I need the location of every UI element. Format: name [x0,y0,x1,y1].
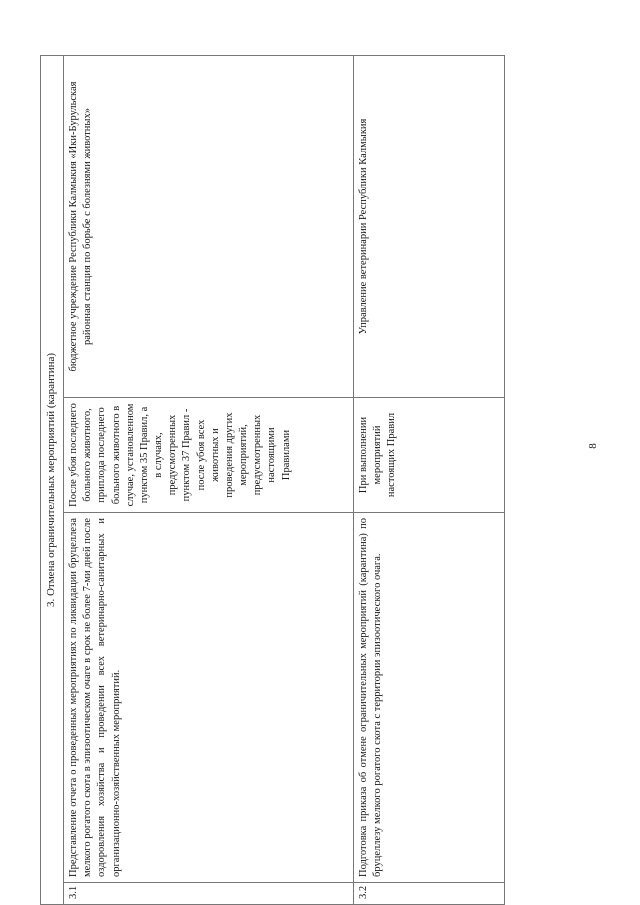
term-cell: При выполнении мероприятий настоящих Правил [354,398,505,513]
section-heading-row [41,56,64,905]
term-cell: После убоя последнего больного животного, приплода последнего больного животного в случае, установленном пунктом 35 Правил, а в случаях, предусмотренных пунктом 37 Правил - после убоя всех животных и проведения других мероприятий, предусмотренных настоящими Правилами [64,398,354,513]
page-number: 8 [586,443,599,449]
table-row [64,56,354,905]
table-row [354,56,505,905]
row-number: 3.1 [64,883,354,905]
responsible-cell: бюджетное учреждение Республики Калмыкия «Ики-Бурульская районная станция по борьбе с болезнями животных» [64,56,354,398]
measures-table [40,55,505,905]
action-cell: Подготовка приказа об отмене ограничительных мероприятий (карантина) по бруцеллезу мелкого рогатого скота с территории эпизоотического очага. [354,513,505,883]
section-heading: 3. Отмена ограничительных мероприятий (карантина) [41,56,64,905]
action-cell: Представление отчета о проведенных мероприятиях по ликвидации бруцеллеза мелкого рогатого скота в эпизоотическом очаге в срок не более 7-ми дней после оздоровления хозяйства и проведении всех ветеринарно-санитарных и организационно-хозяйственных мероприятий. [64,513,354,883]
row-number: 3.2 [354,883,505,905]
rotated-inner [40,55,505,905]
responsible-cell: Управление ветеринарии Республики Калмыкия [354,56,505,398]
rotated-content [40,55,505,905]
